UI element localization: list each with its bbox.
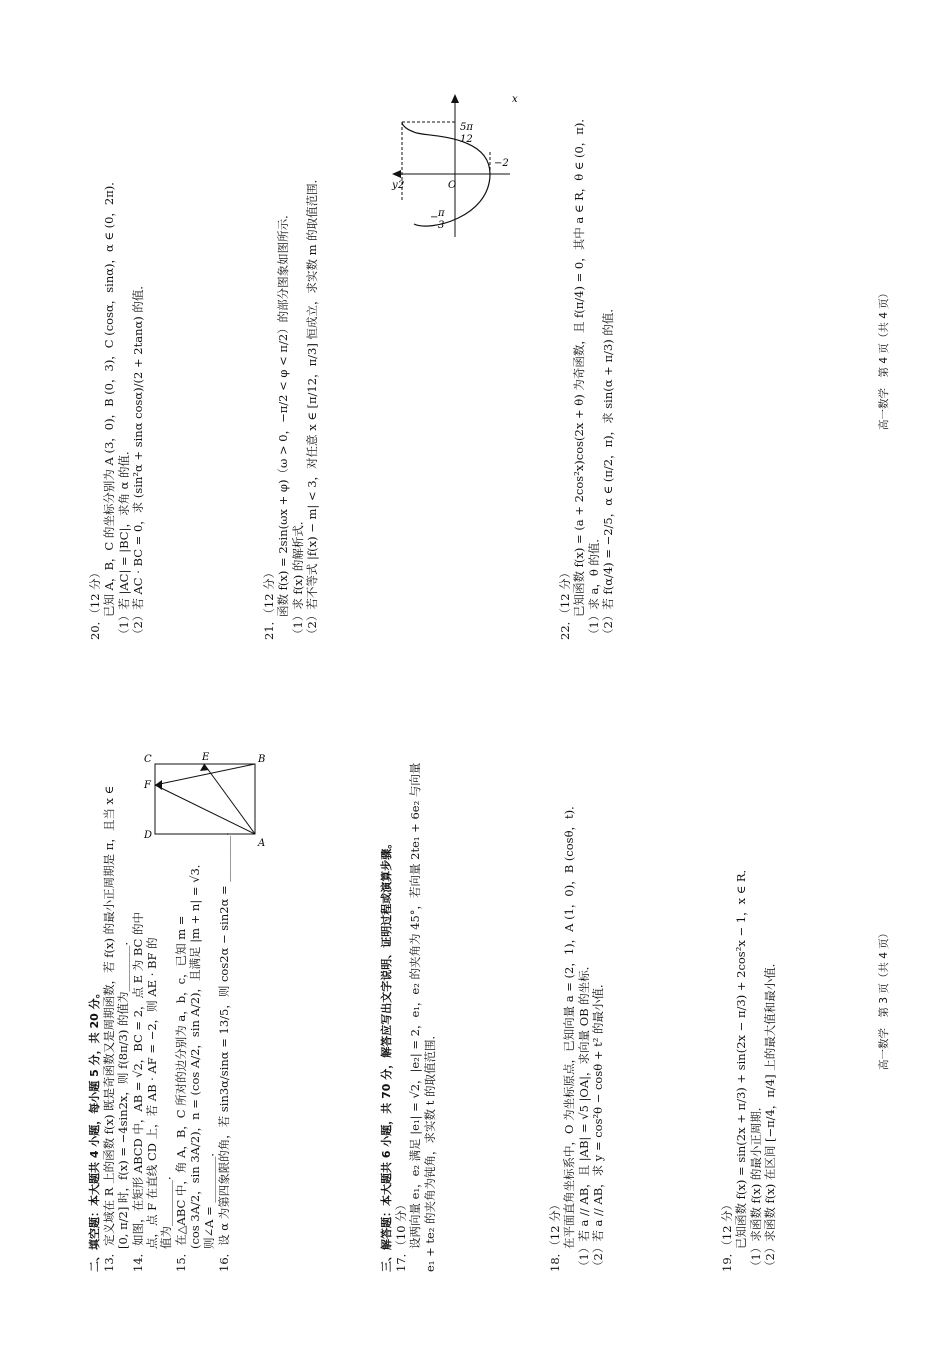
question-22 (558, 80, 616, 640)
q19-line-3: （1）求函数 f(x) 的最小正周期． (748, 1099, 763, 1272)
graph-axis-x: x (512, 94, 518, 105)
question-21 (262, 80, 320, 640)
fill-line-8: 则∠A = ________． (202, 1145, 217, 1272)
rectangle-figure (140, 750, 270, 850)
page3-footer (878, 870, 891, 1070)
q20-line-4: （2）若 AC · BC = 0，求 (sin²α + sinα cosα)/(2 + 2tanα) 的值． (131, 278, 146, 640)
label-A: A (258, 838, 266, 849)
label-E: E (202, 752, 210, 763)
label-B: B (258, 754, 266, 765)
fill-line-2: [0, π/2] 时，f(x) = −4sin2x，则 f(8π/3) 的值为________． (116, 933, 131, 1272)
label-C: C (144, 754, 152, 765)
answer-title: 三、解答题：本大题共 6 小题，共 70 分，解答应写出文字说明、证明过程或演算步骤。 (380, 837, 393, 1272)
graph-x-right-den: 12 (460, 134, 473, 145)
q19-line-4: （2）求函数 f(x) 在区间 [−π/4，π/4] 上的最大值和最小值． (763, 955, 778, 1272)
page4-footer-text: 高一数学 第 4 页（共 4 页） (878, 287, 890, 430)
fill-blank-title: 二、填空题：本大题共 4 小题，每小题 5 分，共 20 分。 (88, 987, 101, 1272)
fill-line-7: (cos 3A/2，sin 3A/2)，n = (cos A/2，sin A/2)，且满足 |m + n| = √3． (188, 856, 202, 1272)
graph-x-right-num: 5π (460, 122, 473, 133)
q20-line-3: （1）若 |AC| = |BC|，求角 α 的值． (116, 443, 131, 640)
q21-line-4: （2）若不等式 |f(x) − m| < 3，对任意 x ∈ [π/12，π/3] 恒成立，求实数 m 的取值范围． (305, 171, 320, 640)
graph-x-left-num: π (438, 208, 445, 219)
page3-footer-text: 高一数学 第 3 页（共 4 页） (878, 927, 890, 1070)
q21-line-2: 函数 f(x) = 2sin(ωx + φ)（ω > 0，−π/2 < φ < π/2）的部分图象如图所示． (276, 207, 291, 640)
q17-line-3: e₁ + te₂ 的夹角为钝角，求实数 t 的取值范围． (422, 1028, 437, 1272)
q17-line-2: 设两向量 e₁，e₂ 满足 |e₁| = √2，|e₂| = 2，e₁，e₂ 的夹角为 45°，若向量 2te₁ + 6e₂ 与向量 (408, 762, 423, 1272)
q22-line-3: （1）求 a，θ 的值． (586, 531, 601, 640)
q21-line-1: 21．（12 分） (262, 566, 276, 640)
label-F: F (144, 780, 151, 791)
graph-origin: O (448, 180, 457, 191)
q19-line-1: 19．（12 分） (720, 1198, 734, 1272)
fill-line-6: 15．在△ABC 中，角 A，B，C 所对的边分别为 a，b，c，已知 m = (173, 915, 188, 1272)
q22-line-1: 22．（12 分） (558, 566, 572, 640)
q18-line-3: （1）若 a // AB，且 |AB| = √5 |OA|，求向量 OB 的坐标． (576, 958, 591, 1272)
q19-line-2: 已知函数 f(x) = sin(2x + π/3) + sin(2x − π/3) + 2cos²x − 1，x ∈ R． (734, 861, 749, 1272)
sine-graph-figure (390, 92, 520, 242)
fill-line-1: 13．定义域在 R 上的函数 f(x) 既是奇函数又是周期函数，若 f(x) 的最小正周期是 π，且当 x ∈ (101, 785, 116, 1272)
page4-footer (878, 230, 891, 430)
question-19 (720, 732, 778, 1272)
question-20 (88, 80, 146, 640)
q22-line-4: （2）若 f(α/4) = −2/5，α ∈ (π/2，π)，求 sin(α + π/3) 的值． (601, 301, 616, 640)
q18-line-2: 在平面直角坐标系中，O 为坐标原点，已知向量 a = (2，1)，A (1，0)，B (cosθ，t)． (562, 798, 577, 1272)
fill-line-5: 值为________． (159, 1168, 174, 1272)
question-18 (548, 732, 606, 1272)
q21-line-3: （1）求 f(x) 的解析式． (290, 513, 305, 640)
q20-line-1: 20．（12 分） (88, 566, 102, 640)
graph-y-top: 2 (398, 180, 405, 191)
q22-line-2: 已知函数 f(x) = (a + 2cos²x)cos(2x + θ) 为奇函数，且 f(π/4) = 0，其中 a ∈ R，θ ∈ (0，π)． (572, 111, 587, 640)
q18-line-4: （2）若 a // AB，求 y = cos²θ − cosθ + t² 的最小值． (591, 976, 606, 1272)
graph-axis-y: y (392, 180, 398, 191)
label-D: D (144, 830, 153, 841)
graph-x-left-sign: − (430, 212, 439, 223)
fill-line-4: 点，点 F 在直线 CD 上，若 AB · AF = −2，则 AE · BF 的 (144, 937, 159, 1272)
fill-line-9: 16．设 α 为第四象限的角，若 sin3α/sinα = 13/5，则 cos2α − sin2α = ________． (216, 824, 231, 1272)
answer-section (380, 732, 437, 1272)
fill-line-3: 14．如图，在矩形 ABCD 中，AB = √2，BC = 2，点 E 为 BC 的中 (130, 912, 145, 1272)
graph-y-bottom: −2 (494, 158, 509, 169)
q18-line-1: 18．（12 分） (548, 1198, 562, 1272)
q20-line-2: 已知 A，B，C 的坐标分别为 A (3，0)，B (0，3)，C (cosα，sinα)，α ∈ (0，2π)． (102, 174, 117, 640)
graph-x-left-den: 3 (438, 220, 445, 231)
q17-line-1: 17．（10 分） (393, 1198, 408, 1272)
